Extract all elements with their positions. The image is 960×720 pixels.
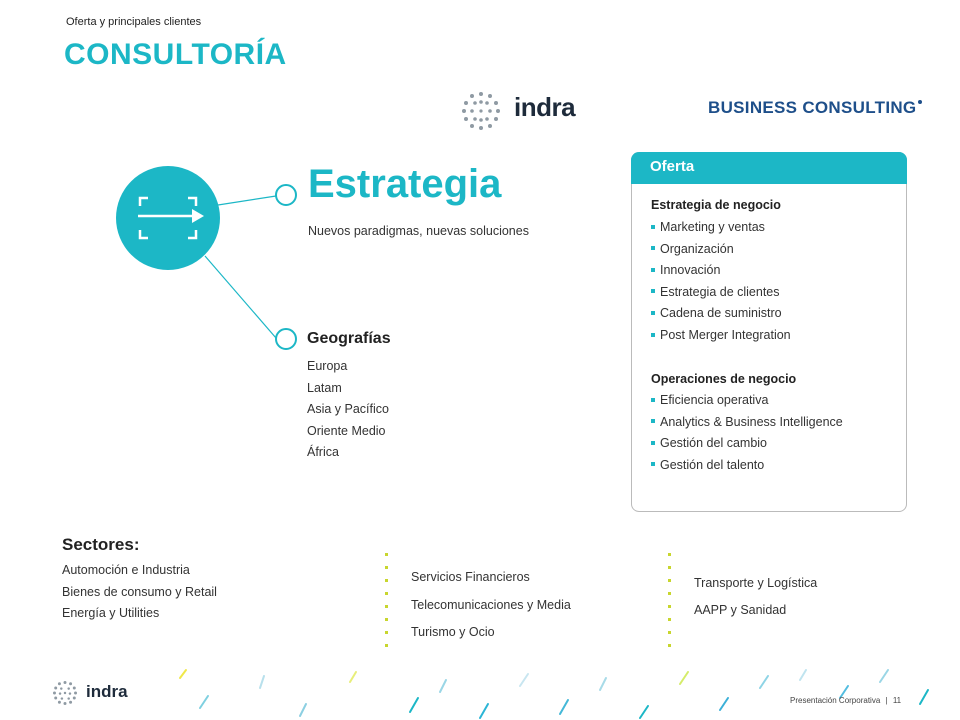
list-item: Cadena de suministro bbox=[651, 303, 791, 325]
list-item: Asia y Pacífico bbox=[307, 402, 389, 416]
list-item: Marketing y ventas bbox=[651, 217, 791, 239]
list-item: Eficiencia operativa bbox=[651, 390, 843, 412]
list-item: Automoción e Industria bbox=[62, 563, 190, 577]
bullet-square-icon bbox=[651, 441, 655, 445]
oferta-section-list bbox=[651, 390, 843, 476]
list-item: Energía y Utilities bbox=[62, 606, 160, 620]
list-item: Servicios Financieros bbox=[411, 570, 530, 584]
list-item: Turismo y Ocio bbox=[411, 625, 495, 639]
list-item: AAPP y Sanidad bbox=[694, 603, 787, 617]
bullet-square-icon bbox=[651, 289, 655, 293]
strategy-subtitle: Nuevos paradigmas, nuevas soluciones bbox=[308, 224, 529, 238]
footer-label bbox=[790, 696, 901, 705]
sectores-list-2 bbox=[411, 564, 571, 647]
bullet-square-icon bbox=[651, 225, 655, 229]
oferta-section-list bbox=[651, 217, 791, 347]
list-item: Bienes de consumo y Retail bbox=[62, 584, 217, 599]
list-item: África bbox=[307, 445, 339, 459]
strategy-node bbox=[275, 184, 297, 206]
indra-dots-icon bbox=[52, 680, 78, 706]
list-item: Innovación bbox=[651, 260, 791, 282]
strategy-arrow-icon bbox=[116, 166, 220, 270]
footer-presentation-label: Presentación Corporativa bbox=[790, 696, 881, 705]
business-consulting-wordmark: BUSINESS CONSULTING bbox=[708, 98, 917, 117]
list-item: Organización bbox=[651, 239, 791, 261]
bullet-square-icon bbox=[651, 246, 655, 250]
business-consulting-logo bbox=[708, 98, 922, 118]
sectores-list-1 bbox=[62, 560, 217, 625]
dotted-divider bbox=[668, 553, 671, 657]
strategy-title: Estrategia bbox=[308, 162, 502, 206]
indra-dots-icon bbox=[460, 90, 502, 132]
list-item: Gestión del cambio bbox=[651, 433, 843, 455]
list-item: Latam bbox=[307, 380, 342, 395]
indra-logo bbox=[460, 90, 590, 130]
geografias-list bbox=[307, 356, 389, 464]
footer-separator: | bbox=[885, 696, 888, 705]
bullet-square-icon bbox=[651, 462, 655, 466]
indra-wordmark: indra bbox=[514, 92, 576, 122]
sectores-list-3 bbox=[694, 570, 817, 624]
page-title: CONSULTORÍA bbox=[64, 38, 287, 71]
oferta-header-label: Oferta bbox=[650, 158, 695, 175]
bullet-square-icon bbox=[651, 268, 655, 272]
list-item: Estrategia de clientes bbox=[651, 282, 791, 304]
bullet-square-icon bbox=[651, 398, 655, 402]
bullet-square-icon bbox=[651, 419, 655, 423]
section-kicker: Oferta y principales clientes bbox=[66, 16, 202, 28]
geografias-node bbox=[275, 328, 297, 350]
sectores-title: Sectores: bbox=[62, 535, 140, 554]
dotted-divider bbox=[385, 553, 388, 657]
list-item: Transporte y Logística bbox=[694, 576, 818, 590]
list-item: Gestión del talento bbox=[651, 455, 843, 477]
oferta-section-title: Estrategia de negocio bbox=[651, 198, 781, 212]
bullet-square-icon bbox=[651, 333, 655, 337]
geografias-title: Geografías bbox=[307, 330, 391, 347]
list-item: Analytics & Business Intelligence bbox=[651, 412, 843, 434]
list-item: Europa bbox=[307, 359, 348, 373]
oferta-section-title: Operaciones de negocio bbox=[651, 372, 797, 386]
page-number: 11 bbox=[892, 696, 902, 705]
strategy-circle bbox=[116, 166, 220, 270]
list-item: Telecomunicaciones y Media bbox=[411, 597, 571, 612]
bullet-square-icon bbox=[651, 311, 655, 315]
list-item: Post Merger Integration bbox=[651, 325, 791, 347]
footer-indra-logo bbox=[52, 680, 152, 708]
indra-wordmark: indra bbox=[86, 682, 128, 701]
logo-dot-icon bbox=[918, 100, 922, 104]
list-item: Oriente Medio bbox=[307, 423, 386, 438]
